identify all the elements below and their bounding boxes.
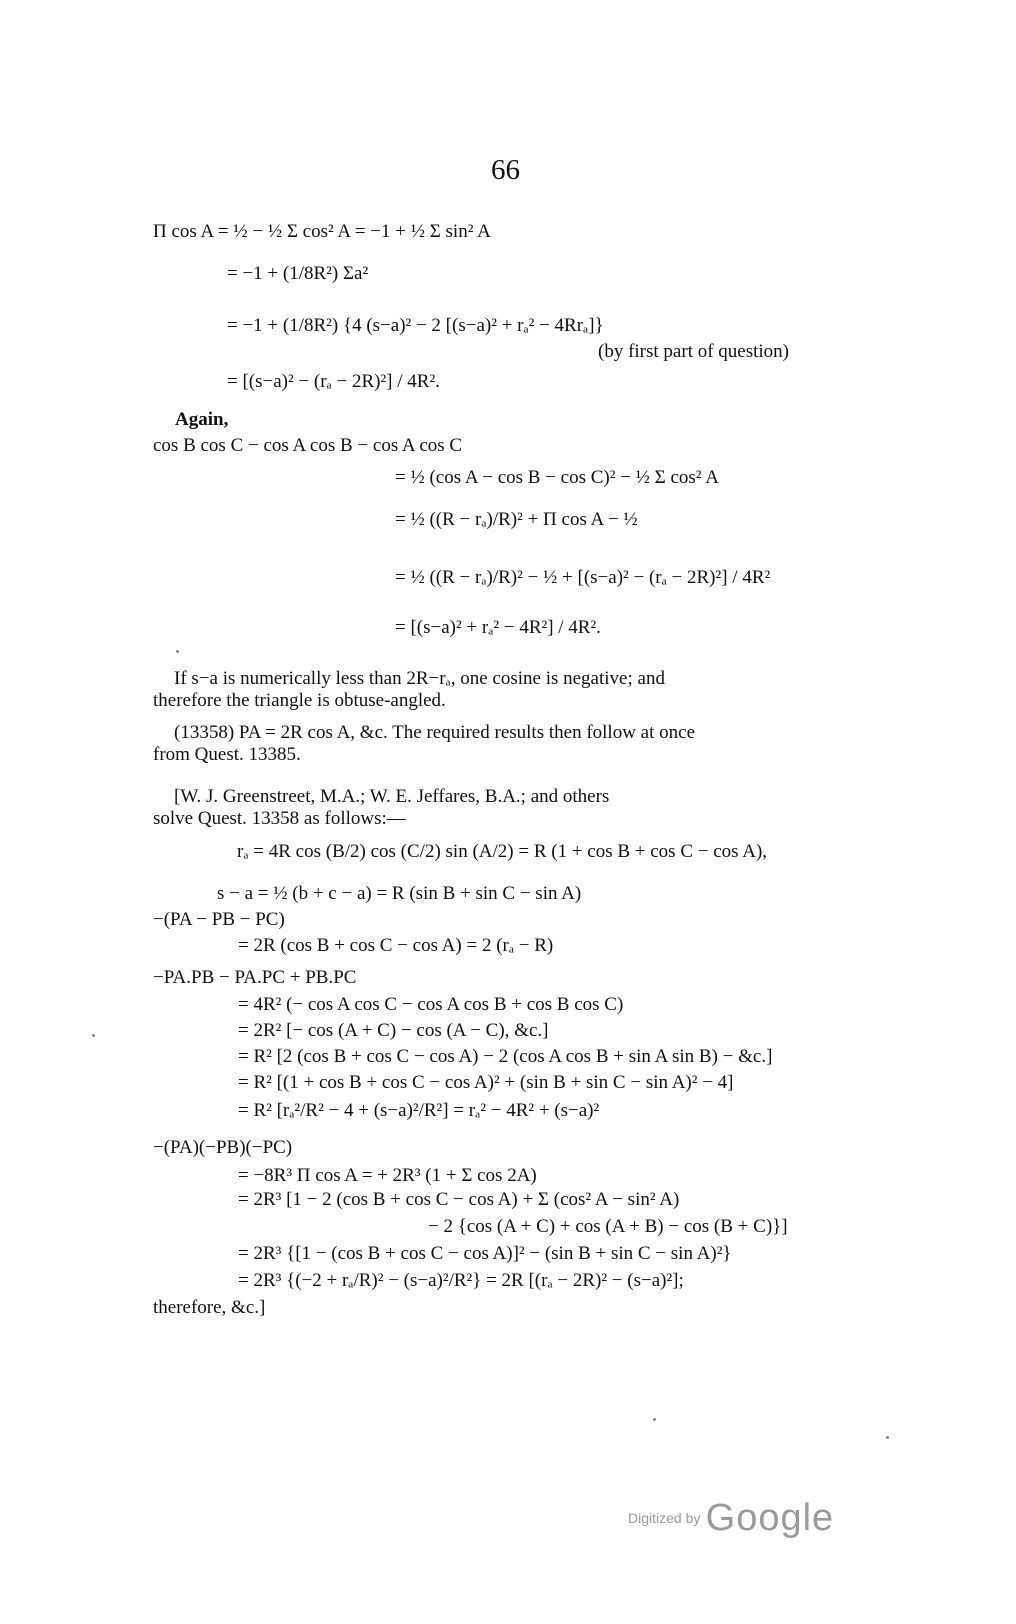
digitized-watermark <box>628 1496 834 1540</box>
equation-line: = −1 + (1/8R²) {4 (s−a)² − 2 [(s−a)² + rₐ² − 4Rrₐ]} <box>227 315 604 336</box>
paragraph-text: Again, <box>175 409 229 430</box>
equation-line: = R² [(1 + cos B + cos C − cos A)² + (sin B + sin C − sin A)² − 4] <box>238 1072 734 1093</box>
equation-line: = 2R (cos B + cos C − cos A) = 2 (rₐ − R) <box>238 935 554 956</box>
equation-line: −(PA)(−PB)(−PC) <box>153 1137 293 1158</box>
equation-line: = 4R² (− cos A cos C − cos A cos B + cos B cos C) <box>238 994 624 1015</box>
equation-line: rₐ = 4R cos (B/2) cos (C/2) sin (A/2) = R (1 + cos B + cos C − cos A), <box>237 841 768 862</box>
digitized-label: Digitized by <box>628 1510 701 1526</box>
equation-line: = ½ ((R − rₐ)/R)² − ½ + [(s−a)² − (rₐ − 2R)²] / 4R² <box>395 567 771 588</box>
equation-note: (by first part of question) <box>598 341 790 362</box>
equation-line: = −8R³ Π cos A = + 2R³ (1 + Σ cos 2A) <box>238 1165 537 1186</box>
scan-speck <box>92 1034 95 1037</box>
page-number: 66 <box>491 154 520 186</box>
paragraph-text: [W. J. Greenstreet, M.A.; W. E. Jeffares, B.A.; and others <box>174 786 610 807</box>
paragraph-text: If s−a is numerically less than 2R−rₐ, one cosine is negative; and <box>174 668 665 689</box>
equation-line: −(PA − PB − PC) <box>153 909 285 930</box>
equation-line: = 2R³ {[1 − (cos B + cos C − cos A)]² − (sin B + sin C − sin A)²} <box>238 1243 732 1264</box>
equation-line: − 2 {cos (A + C) + cos (A + B) − cos (B + C)}] <box>428 1216 788 1237</box>
equation-line: = ½ (cos A − cos B − cos C)² − ½ Σ cos² A <box>395 467 719 488</box>
equation-line: = 2R³ {(−2 + rₐ/R)² − (s−a)²/R²} = 2R [(rₐ − 2R)² − (s−a)²]; <box>238 1270 684 1291</box>
paragraph-text: therefore, &c.] <box>153 1297 266 1318</box>
equation-line: = [(s−a)² − (rₐ − 2R)²] / 4R². <box>227 371 440 392</box>
equation-line: −PA.PB − PA.PC + PB.PC <box>153 967 357 988</box>
equation-line: = R² [rₐ²/R² − 4 + (s−a)²/R²] = rₐ² − 4R² + (s−a)² <box>238 1100 600 1121</box>
equation-line: = 2R³ [1 − 2 (cos B + cos C − cos A) + Σ (cos² A − sin² A) <box>238 1189 680 1210</box>
equation-line: = ½ ((R − rₐ)/R)² + Π cos A − ½ <box>395 509 638 530</box>
equation-line: cos B cos C − cos A cos B − cos A cos C <box>153 435 463 456</box>
equation-line: = 2R² [− cos (A + C) − cos (A − C), &c.] <box>238 1020 549 1041</box>
equation-line: = −1 + (1/8R²) Σa² <box>227 263 369 284</box>
equation-line: Π cos A = ½ − ½ Σ cos² A = −1 + ½ Σ sin² A <box>153 221 491 242</box>
paragraph-text: therefore the triangle is obtuse-angled. <box>153 690 446 711</box>
equation-line: = [(s−a)² + rₐ² − 4R²] / 4R². <box>395 617 601 638</box>
equation-line: = R² [2 (cos B + cos C − cos A) − 2 (cos A cos B + sin A sin B) − &c.] <box>238 1046 773 1067</box>
scan-speck <box>176 650 179 653</box>
paragraph-text: solve Quest. 13358 as follows:— <box>153 808 406 829</box>
scan-speck <box>653 1418 656 1421</box>
scan-speck <box>886 1436 889 1439</box>
paragraph-text: from Quest. 13385. <box>153 744 301 765</box>
equation-line: s − a = ½ (b + c − a) = R (sin B + sin C − sin A) <box>217 883 582 904</box>
google-logo: Google <box>705 1497 835 1539</box>
paragraph-text: (13358) PA = 2R cos A, &c. The required results then follow at once <box>174 722 695 743</box>
